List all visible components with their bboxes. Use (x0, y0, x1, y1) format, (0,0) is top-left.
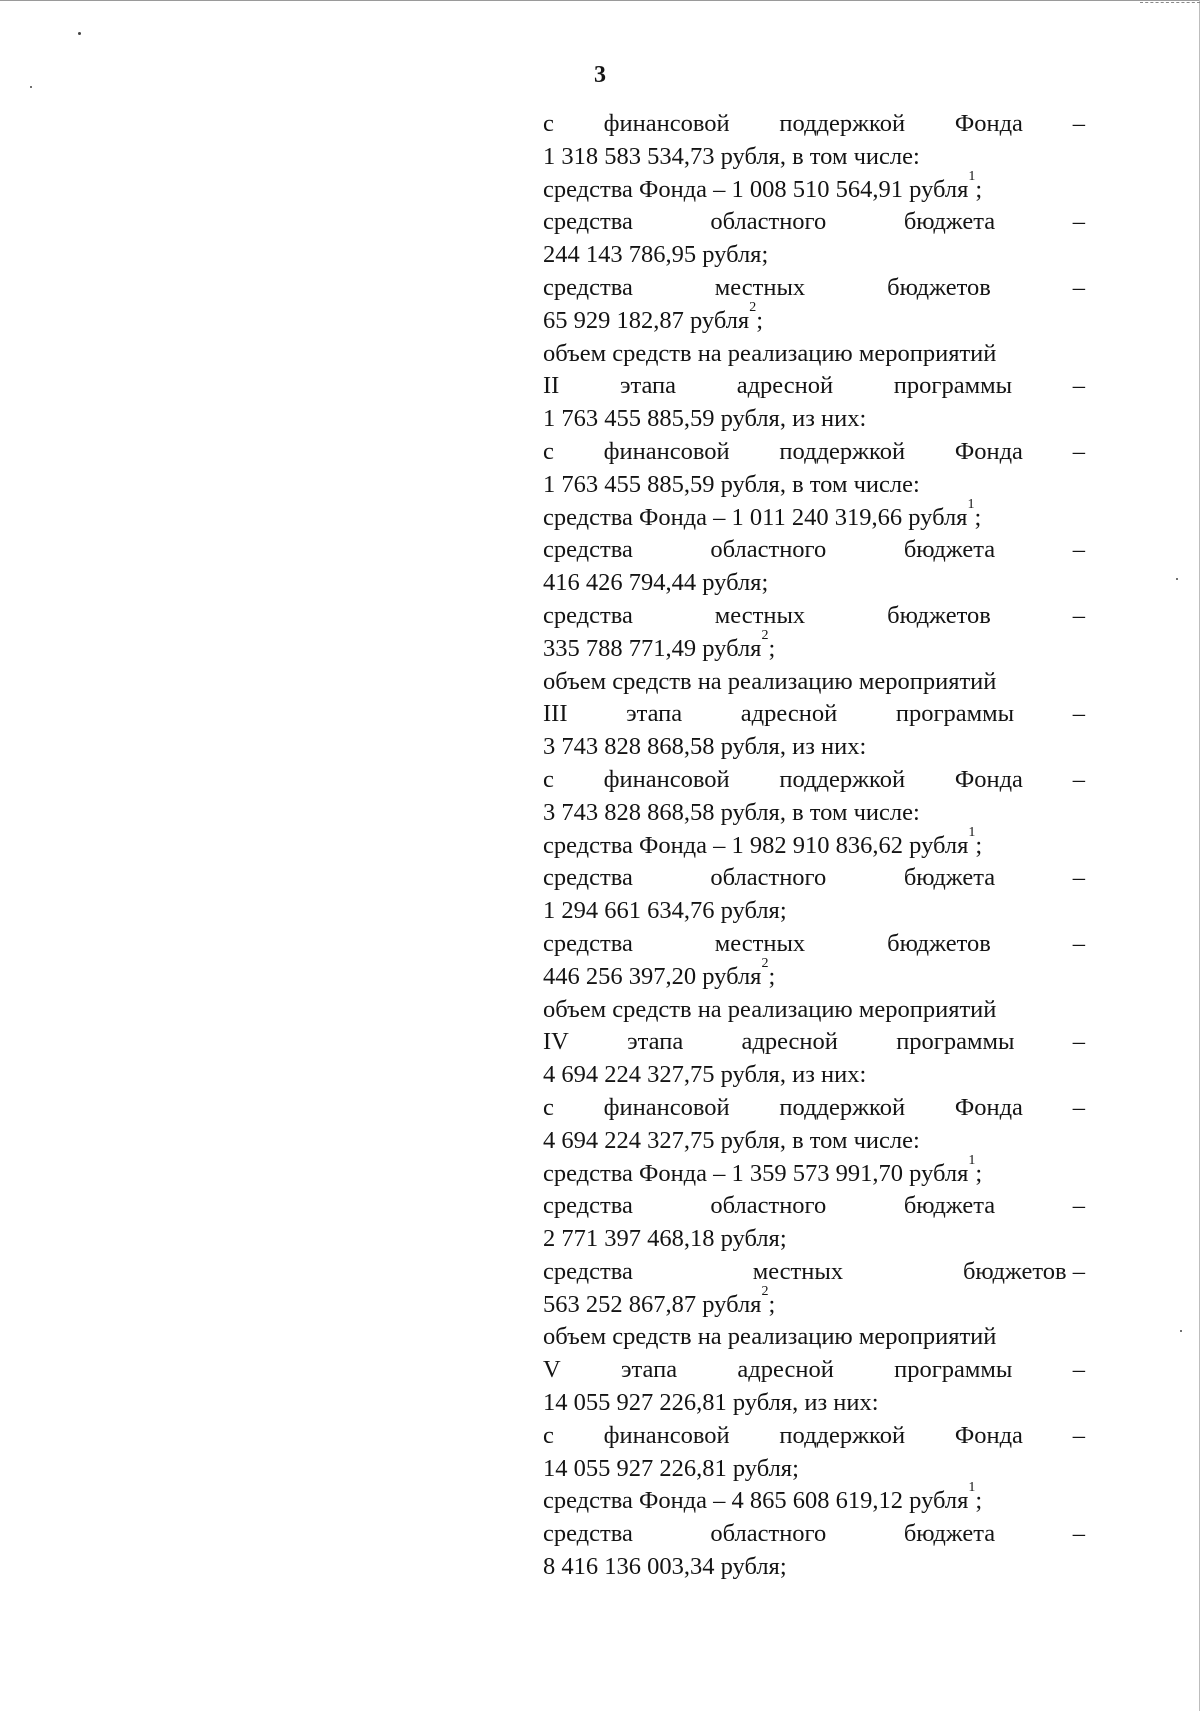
text-word: бюджетов (887, 601, 991, 629)
scan-speck (1180, 1330, 1182, 1332)
body-text-column (543, 108, 1085, 1584)
page-number: 3 (594, 62, 606, 88)
text-line (543, 627, 1085, 666)
text-run: 65 929 182,87 рубля (543, 306, 750, 334)
text-word: с (543, 765, 554, 793)
text-word: местных (714, 601, 806, 629)
text-line (543, 370, 1085, 403)
text-word: средства (543, 864, 633, 892)
text-line (543, 567, 1085, 600)
text-punctuation: ; (975, 175, 983, 203)
text-line (543, 1152, 1085, 1191)
text-line (543, 338, 1085, 371)
text-word: поддержкой (779, 765, 906, 793)
text-punctuation: ; (975, 1487, 983, 1515)
text-run: 8 416 136 003,34 рубля; (543, 1553, 787, 1581)
text-word: областного (710, 1192, 827, 1220)
text-line (543, 1518, 1085, 1551)
text-punctuation: ; (974, 503, 982, 531)
text-line (543, 928, 1085, 961)
text-line (543, 1125, 1085, 1158)
text-word: областного (710, 864, 827, 892)
text-line (543, 436, 1085, 469)
text-word: IV (543, 1028, 569, 1056)
text-word: – (1072, 110, 1085, 137)
text-line (543, 1387, 1085, 1420)
text-word: финансовой (603, 1093, 730, 1121)
text-word: этапа (621, 1356, 678, 1384)
text-line (543, 1092, 1085, 1125)
text-line (543, 469, 1085, 502)
text-word: поддержкой (779, 110, 906, 137)
text-line (543, 1283, 1085, 1322)
text-punctuation: ; (768, 1290, 776, 1318)
footnote-marker: 1 (967, 496, 975, 512)
text-run: 4 694 224 327,75 рубля, из них: (543, 1061, 867, 1089)
text-word: Фонда (954, 437, 1023, 465)
text-line (543, 1354, 1085, 1387)
text-line (543, 666, 1085, 699)
text-word: программы (894, 1356, 1013, 1384)
text-line (543, 862, 1085, 895)
text-line (543, 1420, 1085, 1453)
text-word: Фонда (954, 1093, 1023, 1121)
text-line (543, 1321, 1085, 1354)
scan-speck (1176, 578, 1178, 580)
text-word: этапа (619, 372, 677, 400)
text-word: бюджета (903, 208, 996, 236)
text-run: 2 771 397 468,18 рубля; (543, 1225, 787, 1253)
text-word: программы (893, 372, 1013, 400)
text-run: 1 294 661 634,76 рубля; (543, 897, 787, 925)
text-line (543, 955, 1085, 994)
text-word: бюджетов (887, 273, 991, 301)
text-punctuation: ; (975, 831, 983, 859)
text-punctuation: ; (975, 1159, 983, 1187)
text-word: III (543, 700, 568, 728)
text-run: 335 788 771,49 рубля (543, 634, 762, 662)
text-word: бюджета (903, 1192, 996, 1220)
text-line (543, 108, 1085, 141)
text-run: 3 743 828 868,58 рубля, из них: (543, 733, 867, 761)
text-word: – (1072, 1093, 1085, 1121)
footnote-marker: 2 (749, 299, 757, 315)
footnote-marker: 2 (761, 627, 769, 643)
text-word: программы (896, 1028, 1015, 1056)
text-run: средства Фонда – 1 008 510 564,91 рубля (543, 175, 969, 203)
footnote-marker: 2 (761, 1283, 769, 1299)
text-word: адресной (741, 1028, 838, 1056)
text-line (543, 141, 1085, 174)
footnote-marker: 2 (761, 955, 769, 971)
text-word: адресной (740, 700, 838, 728)
text-word: с (543, 1421, 554, 1449)
text-line (543, 731, 1085, 764)
text-line (543, 764, 1085, 797)
footnote-marker: 1 (968, 168, 976, 184)
text-run: средства Фонда – 1 982 910 836,62 рубля (543, 831, 969, 859)
text-word: – (1072, 765, 1085, 793)
text-run: средства Фонда – 4 865 608 619,12 рубля (543, 1487, 969, 1515)
text-word: этапа (627, 1028, 684, 1056)
text-line (543, 239, 1085, 272)
text-word: средства (543, 1520, 633, 1548)
text-line (543, 1059, 1085, 1092)
text-word: финансовой (603, 437, 730, 465)
footnote-marker: 1 (968, 824, 976, 840)
text-word: – (1072, 1356, 1085, 1384)
text-line (543, 1480, 1085, 1518)
text-punctuation: ; (768, 634, 776, 662)
text-line (543, 797, 1085, 830)
text-word: с (543, 110, 554, 137)
text-word: средства (543, 929, 633, 957)
text-line (543, 994, 1085, 1027)
text-word: средства (543, 1192, 633, 1220)
text-line (543, 272, 1085, 305)
text-line (543, 1453, 1085, 1486)
text-run: 3 743 828 868,58 рубля, в том числе: (543, 798, 920, 826)
text-line (543, 1551, 1085, 1584)
text-line (543, 1223, 1085, 1256)
text-word: областного (710, 536, 827, 564)
text-run: объем средств на реализацию мероприятий (543, 995, 997, 1023)
text-word: – (1072, 1028, 1085, 1056)
text-word: – (1072, 1520, 1085, 1548)
text-word: этапа (626, 700, 683, 728)
text-word: – (1072, 864, 1085, 892)
text-punctuation: ; (768, 962, 776, 990)
text-word: бюджетов (887, 929, 991, 957)
text-word: Фонда (954, 765, 1023, 793)
text-word: – (1072, 437, 1085, 465)
text-word: финансовой (603, 765, 730, 793)
text-run: 446 256 397,20 рубля (543, 962, 762, 990)
text-word: поддержкой (779, 437, 906, 465)
text-word: средства (543, 1257, 633, 1285)
text-line (543, 496, 1085, 535)
text-word: финансовой (603, 110, 730, 137)
text-word: V (543, 1356, 561, 1384)
text-word: с (543, 1093, 554, 1121)
text-run: 14 055 927 226,81 рубля, из них: (543, 1389, 879, 1417)
text-run: объем средств на реализацию мероприятий (543, 667, 997, 695)
text-word: – (1072, 208, 1085, 236)
text-run: 1 318 583 534,73 рубля, в том числе: (543, 142, 920, 170)
text-word: областного (710, 1520, 827, 1548)
text-line (543, 698, 1085, 731)
scan-border-top (0, 0, 1200, 1)
footnote-marker: 1 (968, 1480, 976, 1496)
text-word: местных (752, 1257, 844, 1285)
text-word: Фонда (954, 1421, 1023, 1449)
text-line (543, 168, 1085, 207)
text-word: средства (543, 273, 633, 301)
text-word: средства (543, 601, 633, 629)
text-word: – (1072, 929, 1085, 957)
text-punctuation: ; (756, 306, 764, 334)
text-word: поддержкой (779, 1421, 906, 1449)
text-line (543, 824, 1085, 863)
text-line (543, 1026, 1085, 1059)
text-word: адресной (737, 1356, 834, 1384)
text-word: бюджетов – (962, 1257, 1085, 1285)
text-word: бюджета (903, 536, 996, 564)
text-word: областного (710, 208, 827, 236)
text-run: объем средств на реализацию мероприятий (543, 1323, 997, 1351)
text-word: с (543, 437, 554, 465)
text-word: – (1072, 536, 1085, 564)
text-word: – (1072, 1421, 1085, 1449)
scan-mark (1140, 2, 1200, 5)
text-word: бюджета (903, 864, 996, 892)
text-word: – (1072, 700, 1085, 728)
text-word: местных (714, 273, 806, 301)
text-run: средства Фонда – 1 011 240 319,66 рубля (543, 503, 968, 531)
text-line (543, 403, 1085, 436)
text-run: 4 694 224 327,75 рубля, в том числе: (543, 1126, 920, 1154)
text-line (543, 299, 1085, 338)
text-run: 563 252 867,87 рубля (543, 1290, 762, 1318)
text-run: 416 426 794,44 рубля; (543, 569, 769, 597)
text-line (543, 206, 1085, 239)
text-word: бюджета (903, 1520, 996, 1548)
text-word: местных (714, 929, 806, 957)
text-word: финансовой (603, 1421, 730, 1449)
text-word: адресной (736, 372, 834, 400)
text-word: II (543, 372, 560, 400)
text-word: – (1072, 601, 1085, 629)
text-line (543, 534, 1085, 567)
text-word: средства (543, 208, 633, 236)
text-line (543, 600, 1085, 633)
text-line (543, 1256, 1085, 1289)
text-run: 14 055 927 226,81 рубля; (543, 1454, 799, 1482)
text-word: – (1072, 273, 1085, 301)
text-word: – (1072, 1192, 1085, 1220)
text-run: объем средств на реализацию мероприятий (543, 339, 997, 367)
text-word: программы (895, 700, 1015, 728)
text-word: Фонда (954, 110, 1023, 137)
scan-speck (78, 32, 81, 35)
text-run: 244 143 786,95 рубля; (543, 241, 769, 269)
text-word: средства (543, 536, 633, 564)
text-word: – (1072, 372, 1085, 400)
text-run: 1 763 455 885,59 рубля, в том числе: (543, 470, 920, 498)
text-word: поддержкой (779, 1093, 906, 1121)
text-line (543, 895, 1085, 928)
text-run: 1 763 455 885,59 рубля, из них: (543, 405, 867, 433)
text-run: средства Фонда – 1 359 573 991,70 рубля (543, 1159, 969, 1187)
text-line (543, 1190, 1085, 1223)
footnote-marker: 1 (968, 1152, 976, 1168)
